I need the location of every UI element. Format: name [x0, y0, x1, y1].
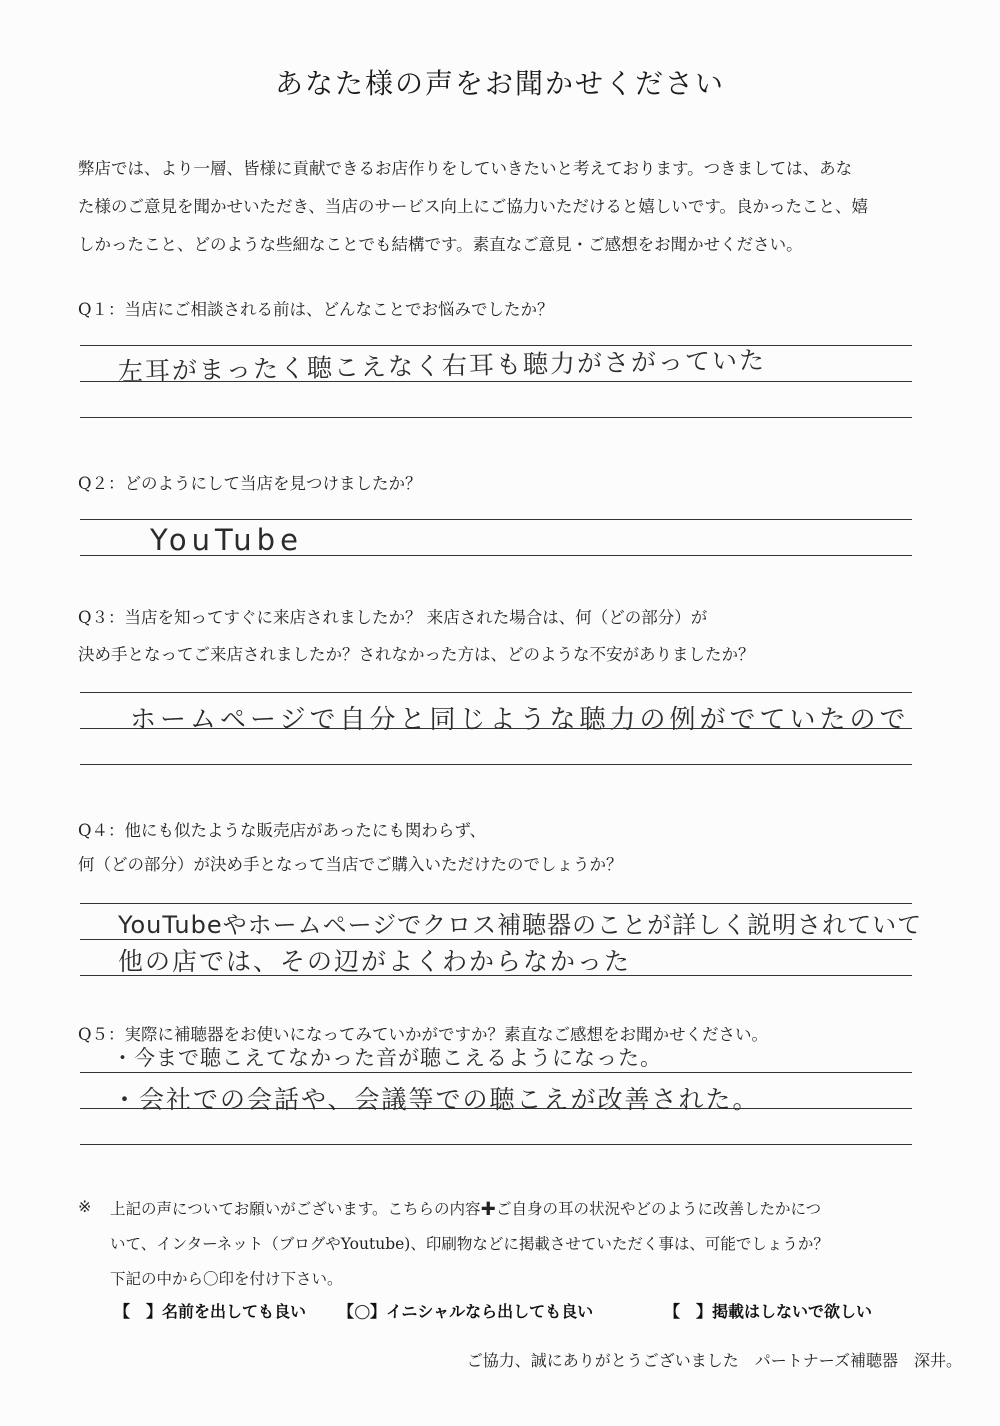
option-mark-circle: ○	[354, 1300, 371, 1322]
bracket-open: 【	[114, 1302, 131, 1321]
question-3-line-2: 決め手となってご来店されましたか？されなかった方は、どのような不安がありましたか？	[78, 645, 755, 664]
option-no-publish[interactable]	[664, 1299, 872, 1322]
answer-1: 左耳がまったく聴こえなく右耳も聴力がさがっていた	[117, 345, 767, 386]
answer-4-line-2: 他の店では、その辺がよくわからなかった	[118, 947, 632, 976]
answer-line	[80, 764, 912, 765]
answer-line	[80, 417, 912, 418]
page-title: あなた様の声をお聞かせください	[274, 67, 725, 100]
intro-line-1: 弊店では、より一層、皆様に貢献できるお店作りをしていきたいと考えております。つきましては、あな	[78, 159, 853, 178]
question-5: Q５：実際に補聴器をお使いになってみていかがですか？素直なご感想をお聞かせください。	[78, 1025, 769, 1044]
answer-line	[80, 903, 912, 904]
option-label: 名前を出しても良い	[162, 1302, 307, 1321]
thanks-footer: ご協力、誠にありがとうございました パートナーズ補聴器 深井。	[466, 1351, 962, 1370]
bracket-close: 】	[146, 1302, 163, 1321]
question-4-line-1: Q４：他にも似たような販売店があったにも関わらず、	[78, 821, 487, 840]
answer-line	[80, 519, 912, 520]
answer-5-line-2: ・会社での会話や、会議等での聴こえが改善された。	[112, 1085, 760, 1114]
note-line-3: 下記の中から〇印を付け下さい。	[110, 1270, 343, 1288]
option-name-ok[interactable]	[114, 1299, 306, 1322]
option-label: イニシャルなら出しても良い	[386, 1302, 594, 1321]
bracket-close: 】	[696, 1302, 713, 1321]
answer-line	[80, 1072, 912, 1073]
note-line-2: いて、インターネット（ブログやYoutube)、印刷物などに掲載させていただく事は、可能でしょうか？	[110, 1235, 829, 1253]
answer-line	[80, 1144, 912, 1145]
bracket-open: 【	[338, 1302, 355, 1321]
option-initial-ok[interactable]	[338, 1299, 593, 1322]
answer-3: ホームページで自分と同じような聴力の例がでていたので	[130, 705, 910, 735]
question-2: Q２：どのようにして当店を見つけましたか？	[78, 474, 422, 493]
answer-line	[80, 692, 912, 693]
note-line-1: 上記の声についてお願いがございます。こちらの内容✚ご自身の耳の状況やどのように改善したかにつ	[110, 1200, 822, 1218]
note-mark: ※	[78, 1197, 92, 1216]
answer-4-line-1: YouTubeやホームページでクロス補聴器のことが詳しく説明されていて	[118, 911, 923, 939]
question-4-line-2: 何（どの部分）が決め手となって当店でご購入いただけたのでしょうか？	[78, 855, 623, 874]
option-label: 掲載はしないで欲しい	[712, 1302, 873, 1321]
question-3-line-1: Q３：当店を知ってすぐに来店されましたか？ 来店された場合は、何（どの部分）が	[78, 608, 708, 627]
bracket-open: 【	[664, 1302, 681, 1321]
intro-line-2: た様のご意見を聞かせいただき、当店のサービス向上にご協力いただけると嬉しいです。良かったこと、嬉	[78, 197, 869, 216]
answer-2: YouTube	[150, 523, 303, 557]
question-1: Q１：当店にご相談される前は、どんなことでお悩みでしたか？	[78, 300, 554, 319]
answer-5-line-1: ・今まで聴こえてなかった音が聴こえるようになった。	[112, 1046, 662, 1070]
intro-line-3: しかったこと、どのような些細なことでも結構です。素直なご意見・ご感想をお聞かせください。	[78, 235, 803, 254]
bracket-close: 】	[370, 1302, 387, 1321]
